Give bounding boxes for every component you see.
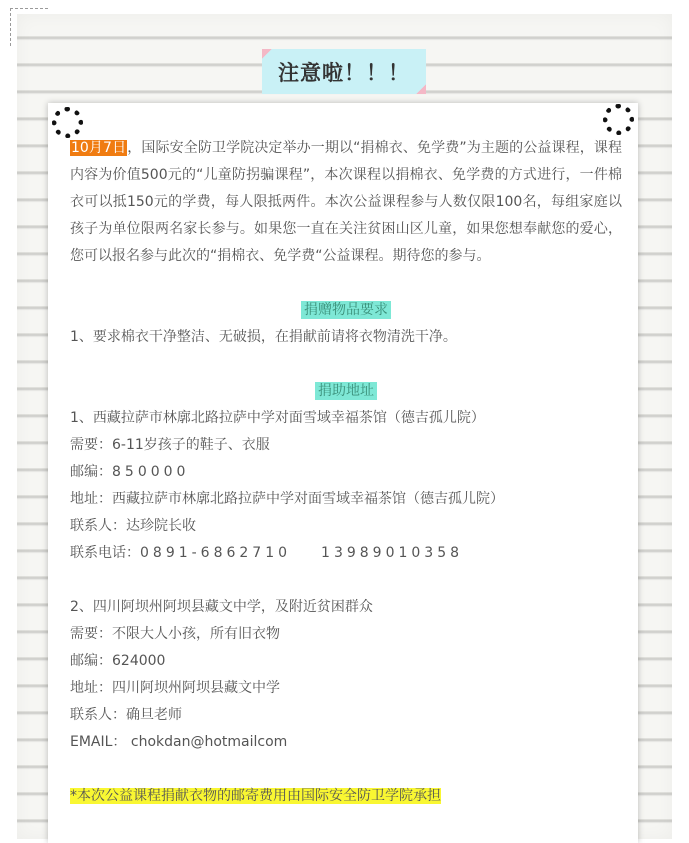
requirement-item: 1、要求棉衣干净整洁、无破损，在捐献前请将衣物清洗干净。 [70,329,457,345]
page-title: 注意啦！！！ [278,60,410,85]
address1-postcode: 邮编：850000 [70,464,190,480]
binder-ring-icon [603,104,634,135]
address2-title: 2、四川阿坝州阿坝县藏文中学，及附近贫困群众 [70,599,373,615]
address2-needs: 需要：不限大人小孩，所有旧衣物 [70,626,280,642]
address1-needs: 需要：6-11岁孩子的鞋子、衣服 [70,437,270,453]
intro-text: ，国际安全防卫学院决定举办一期以“捐棉衣、免学费”为主题的公益课程，课程内容为价值500元的“儿童防拐骗课程”，本次课程以捐棉衣、免学费的方式进行，一件棉衣可以抵150元的学费，每人限抵两件。本次公益课程参与人数仅限100名，每组家庭以孩子为单位限两名家长参与。如果您一直在关注贫困山区儿童，如果您想奉献您的爱心，您可以报名参与此次的“捐棉衣、免学费“公益课程。期待您的参与。 [70,140,622,264]
address1-phone: 联系电话：0891-6862710 13989010358 [70,545,464,561]
title-banner [262,49,426,94]
notice-card [48,103,638,843]
address2-email: EMAIL： chokdan@hotmailcom [70,734,288,750]
address1-title: 1、西藏拉萨市林廓北路拉萨中学对面雪域幸福茶馆（德吉孤儿院） [70,410,485,426]
address1-address: 地址：西藏拉萨市林廓北路拉萨中学对面雪域幸福茶馆（德吉孤儿院） [70,491,504,507]
address2-postcode: 邮编：624000 [70,653,166,669]
date-tag: 10月7日 [71,140,127,156]
binder-ring-icon [52,107,83,138]
donation-requirements-heading: 捐赠物品要求 [70,297,622,324]
notice-content [70,135,622,810]
footnote: *本次公益课程捐献衣物的邮寄费用由国际安全防卫学院承担 [70,788,441,804]
address2-contact: 联系人：确旦老师 [70,707,182,723]
address-heading: 捐助地址 [70,378,622,405]
address2-address: 地址：四川阿坝州阿坝县藏文中学 [70,680,280,696]
address1-contact: 联系人：达珍院长收 [70,518,196,534]
intro-paragraph [70,135,622,270]
